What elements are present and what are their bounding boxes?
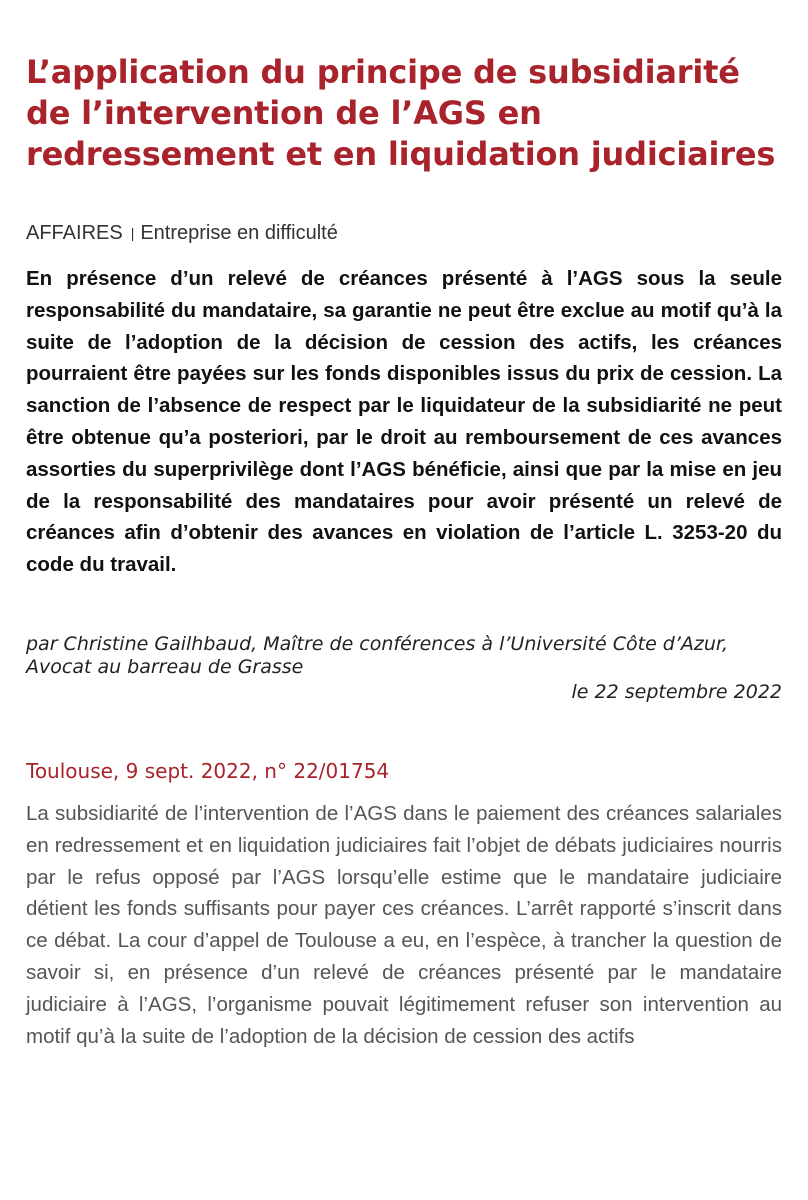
article-date: le 22 septembre 2022 [571,680,782,703]
category-label[interactable]: AFFAIRES [26,222,123,244]
article-lead: En présence d’un relevé de créances présenté à l’AGS sous la seule responsabilité du mandataire, sa garantie ne peut être exclue au motif qu’à la suite de l’adoption de la décision de cession des actifs, les créances pourraient être payées sur les fonds disponibles issus du prix de cession. La sanction de l’absence de respect par le liquidateur de la subsidiarité ne peut être obtenue qu’a posteriori, par le droit au remboursement de ces avances assorties du superprivilège dont l’AGS bénéficie, ainsi que par la mise en jeu de la responsabilité des mandataires pour avoir présenté un relevé de créances afin d’obtenir des avances en violation de l’article L. 3253-20 du code du travail. [26,267,782,577]
article-author: par Christine Gailhbaud, Maître de conférences à l’Université Côte d’Azur, Avocat au barreau de Grasse [26,632,729,678]
subcategory-label[interactable]: Entreprise en difficulté [140,222,338,244]
article-title: L’application du principe de subsidiarité de l’intervention de l’AGS en redressement et en liquidation judiciaires [26,53,776,173]
decision-reference[interactable]: Toulouse, 9 sept. 2022, n° 22/01754 [26,758,390,783]
article-category-line [26,219,782,247]
category-separator: | [130,225,135,241]
article-body: La subsidiarité de l’intervention de l’AGS dans le paiement des créances salariales en redressement et en liquidation judiciaires fait l’objet de débats judiciaires nourris par le refus opposé par l’AGS lorsqu’elle estime que le mandataire judiciaire détient les fonds suffisants pour payer ces créances. L’arrêt rapporté s’inscrit dans ce débat. La cour d’appel de Toulouse a eu, en l’espèce, à trancher la question de savoir si, en présence d’un relevé de créances présenté par le mandataire judiciaire à l’AGS, l’organisme pouvait légitimement refuser son intervention au motif qu’à la suite de l’adoption de la décision de cession des actifs [26,801,782,1048]
